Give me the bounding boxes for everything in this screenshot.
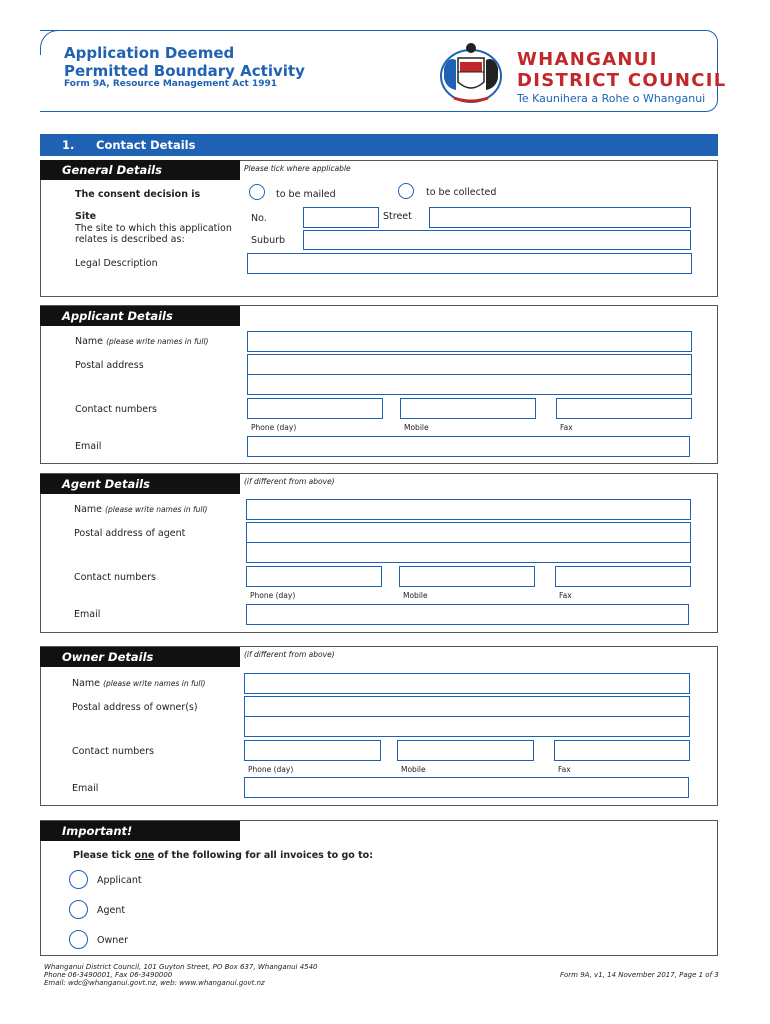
footer-line-1: Whanganui District Council, 101 Guyton Street, PO Box 637, Whanganui 4540 — [44, 963, 318, 971]
invoice-applicant-label: Applicant — [97, 875, 142, 886]
section-number: 1. — [62, 138, 75, 152]
owner-details-tag: Owner Details — [40, 647, 240, 667]
agent-phone-label: Phone (day) — [250, 591, 296, 600]
agent-details-tag: Agent Details — [40, 474, 240, 494]
section-header — [40, 134, 718, 156]
applicant-postal-label: Postal address — [75, 360, 144, 371]
footer-line-2: Phone 06-3490001, Fax 06-3490000 — [44, 971, 173, 979]
site-desc-2: relates is described as: — [75, 234, 185, 245]
agent-postal-input-2[interactable] — [246, 542, 691, 563]
form-subtitle: Form 9A, Resource Management Act 1991 — [64, 79, 278, 89]
owner-mobile-input[interactable] — [397, 740, 534, 761]
invoice-owner-radio[interactable] — [69, 930, 88, 949]
agent-phone-input[interactable] — [246, 566, 382, 587]
invoice-agent-radio[interactable] — [69, 900, 88, 919]
collected-radio[interactable] — [398, 183, 414, 199]
mailed-radio[interactable] — [249, 184, 265, 200]
legal-description-label: Legal Description — [75, 258, 158, 269]
agent-name-hint: (please write names in full) — [105, 505, 208, 514]
suburb-input[interactable] — [303, 230, 691, 250]
site-label: Site — [75, 211, 97, 222]
invoice-instruction — [73, 850, 373, 861]
agent-mobile-input[interactable] — [399, 566, 535, 587]
street-no-input[interactable] — [303, 207, 379, 228]
agent-email-label: Email — [74, 609, 101, 620]
collected-option-label: to be collected — [426, 187, 497, 198]
council-crest-icon — [436, 38, 506, 108]
owner-name-hint: (please write names in full) — [103, 679, 206, 688]
street-no-label: No. — [251, 213, 267, 224]
owner-fax-input[interactable] — [554, 740, 690, 761]
site-desc-1: The site to which this application — [75, 223, 232, 234]
consent-label: The consent decision is — [75, 189, 201, 200]
owner-postal-label: Postal address of owner(s) — [72, 702, 198, 713]
applicant-fax-label: Fax — [560, 423, 573, 432]
street-input[interactable] — [429, 207, 691, 228]
agent-email-input[interactable] — [246, 604, 689, 625]
street-label: Street — [383, 211, 412, 222]
applicant-contact-label: Contact numbers — [75, 404, 158, 415]
instruction-emphasis: one — [134, 850, 155, 861]
instruction-post: of the following for all invoices to go to: — [154, 850, 374, 861]
applicant-name-text: Name — [75, 336, 104, 347]
footer-address — [44, 963, 318, 987]
invoice-owner-label: Owner — [97, 935, 129, 946]
council-name-line-2: DISTRICT COUNCIL — [517, 70, 727, 91]
footer-line-3: Email: wdc@whanganui.govt.nz, web: www.whanganui.govt.nz — [44, 979, 265, 987]
invoice-applicant-radio[interactable] — [69, 870, 88, 889]
agent-fax-input[interactable] — [555, 566, 691, 587]
owner-postal-input-2[interactable] — [244, 716, 690, 737]
mailed-option-label: to be mailed — [276, 189, 336, 200]
owner-mobile-label: Mobile — [401, 765, 426, 774]
applicant-email-label: Email — [75, 441, 102, 452]
general-details-tag: General Details — [40, 160, 240, 180]
title-line-1: Application Deemed — [64, 44, 235, 62]
owner-name-input[interactable] — [244, 673, 690, 694]
legal-description-input[interactable] — [247, 253, 692, 274]
owner-name-label — [72, 678, 205, 689]
footer-form-reference: Form 9A, v1, 14 November 2017, Page 1 of 3 — [560, 971, 719, 979]
agent-name-label — [74, 504, 207, 515]
applicant-postal-input-1[interactable] — [247, 354, 692, 375]
owner-fax-label: Fax — [558, 765, 571, 774]
important-tag: Important! — [40, 821, 240, 841]
council-tagline: Te Kaunihera a Rohe o Whanganui — [517, 92, 706, 105]
agent-postal-input-1[interactable] — [246, 522, 691, 543]
applicant-mobile-label: Mobile — [404, 423, 429, 432]
applicant-phone-input[interactable] — [247, 398, 383, 419]
agent-contact-label: Contact numbers — [74, 572, 157, 583]
council-name-line-1: WHANGANUI — [517, 49, 658, 70]
applicant-name-hint: (please write names in full) — [106, 337, 209, 346]
invoice-agent-label: Agent — [97, 905, 126, 916]
owner-phone-label: Phone (day) — [248, 765, 294, 774]
owner-hint: (if different from above) — [244, 650, 335, 659]
owner-email-label: Email — [72, 783, 99, 794]
title-line-2: Permitted Boundary Activity — [64, 62, 305, 80]
owner-email-input[interactable] — [244, 777, 689, 798]
form-title — [64, 44, 305, 80]
applicant-email-input[interactable] — [247, 436, 690, 457]
agent-fax-label: Fax — [559, 591, 572, 600]
tick-hint: Please tick where applicable — [244, 164, 351, 173]
agent-name-text: Name — [74, 504, 103, 515]
agent-postal-label: Postal address of agent — [74, 528, 186, 539]
agent-hint: (if different from above) — [244, 477, 335, 486]
instruction-pre: Please tick — [73, 850, 135, 861]
suburb-label: Suburb — [251, 235, 286, 246]
applicant-details-tag: Applicant Details — [40, 306, 240, 326]
owner-name-text: Name — [72, 678, 101, 689]
agent-mobile-label: Mobile — [403, 591, 428, 600]
applicant-postal-input-2[interactable] — [247, 374, 692, 395]
applicant-fax-input[interactable] — [556, 398, 692, 419]
agent-name-input[interactable] — [246, 499, 691, 520]
owner-contact-label: Contact numbers — [72, 746, 155, 757]
applicant-name-input[interactable] — [247, 331, 692, 352]
section-title: Contact Details — [96, 138, 196, 152]
owner-postal-input-1[interactable] — [244, 696, 690, 717]
owner-phone-input[interactable] — [244, 740, 381, 761]
applicant-name-label — [75, 336, 208, 347]
applicant-mobile-input[interactable] — [400, 398, 536, 419]
applicant-phone-label: Phone (day) — [251, 423, 297, 432]
